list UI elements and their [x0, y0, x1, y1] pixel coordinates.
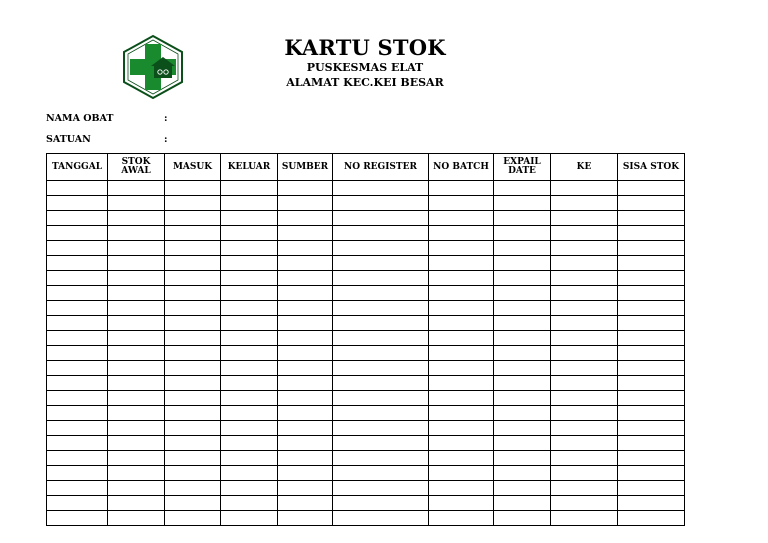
table-cell [618, 481, 685, 496]
table-cell [278, 376, 333, 391]
table-cell [429, 406, 494, 421]
table-cell [494, 346, 551, 361]
table-cell [221, 286, 278, 301]
table-cell [278, 211, 333, 226]
table-cell [165, 361, 221, 376]
table-cell [551, 376, 618, 391]
table-cell [551, 181, 618, 196]
table-cell [333, 511, 429, 526]
table-cell [429, 436, 494, 451]
table-cell [278, 436, 333, 451]
table-cell [278, 406, 333, 421]
table-cell [618, 511, 685, 526]
table-row [47, 331, 685, 346]
table-cell [429, 286, 494, 301]
table-row [47, 211, 685, 226]
table-cell [429, 196, 494, 211]
table-cell [333, 496, 429, 511]
table-cell [494, 361, 551, 376]
table-cell [47, 271, 108, 286]
table-cell [618, 496, 685, 511]
table-cell [494, 181, 551, 196]
table-cell [551, 241, 618, 256]
table-cell [618, 466, 685, 481]
field-satuan [46, 134, 168, 145]
table-cell [333, 391, 429, 406]
table-cell [47, 346, 108, 361]
table-cell [494, 436, 551, 451]
table-cell [221, 331, 278, 346]
field-nama-obat [46, 113, 168, 124]
table-cell [333, 316, 429, 331]
table-cell [618, 331, 685, 346]
table-cell [551, 196, 618, 211]
table-cell [429, 256, 494, 271]
table-cell [551, 451, 618, 466]
table-cell [333, 406, 429, 421]
table-row [47, 391, 685, 406]
table-row [47, 481, 685, 496]
table-row [47, 196, 685, 211]
table-cell [108, 211, 165, 226]
table-cell [278, 451, 333, 466]
field-colon: : [164, 134, 168, 145]
table-cell [333, 346, 429, 361]
table-cell [165, 226, 221, 241]
column-header: TANGGAL [47, 154, 108, 181]
table-cell [221, 211, 278, 226]
table-cell [221, 316, 278, 331]
table-cell [333, 256, 429, 271]
table-cell [429, 511, 494, 526]
table-cell [108, 421, 165, 436]
table-cell [429, 496, 494, 511]
table-cell [429, 421, 494, 436]
table-cell [618, 211, 685, 226]
table-cell [165, 481, 221, 496]
table-cell [429, 331, 494, 346]
table-cell [551, 226, 618, 241]
table-cell [551, 406, 618, 421]
column-header: STOK AWAL [108, 154, 165, 181]
table-cell [47, 256, 108, 271]
table-cell [429, 211, 494, 226]
table-cell [551, 256, 618, 271]
table-cell [333, 271, 429, 286]
table-row [47, 346, 685, 361]
table-row [47, 466, 685, 481]
column-header: NO REGISTER [333, 154, 429, 181]
table-row [47, 496, 685, 511]
stock-card-table [46, 153, 685, 526]
table-cell [618, 421, 685, 436]
table-cell [47, 361, 108, 376]
table-cell [221, 226, 278, 241]
table-cell [108, 466, 165, 481]
table-cell [333, 466, 429, 481]
table-row [47, 511, 685, 526]
table-cell [165, 181, 221, 196]
table-cell [618, 286, 685, 301]
table-cell [494, 421, 551, 436]
table-cell [278, 286, 333, 301]
table-cell [618, 391, 685, 406]
table-cell [333, 376, 429, 391]
table-cell [47, 466, 108, 481]
table-cell [278, 331, 333, 346]
table-cell [278, 301, 333, 316]
table-header-row [47, 154, 685, 181]
table-cell [221, 346, 278, 361]
table-cell [551, 511, 618, 526]
table-cell [333, 451, 429, 466]
table-cell [333, 301, 429, 316]
table-cell [108, 301, 165, 316]
table-cell [429, 241, 494, 256]
table-cell [278, 256, 333, 271]
table-row [47, 376, 685, 391]
table-cell [108, 271, 165, 286]
column-header: SISA STOK [618, 154, 685, 181]
table-cell [47, 496, 108, 511]
table-cell [618, 376, 685, 391]
table-cell [551, 286, 618, 301]
table-cell [494, 211, 551, 226]
table-body [47, 181, 685, 526]
table-cell [494, 256, 551, 271]
table-cell [47, 226, 108, 241]
table-cell [278, 391, 333, 406]
table-row [47, 286, 685, 301]
table-cell [221, 256, 278, 271]
table-cell [221, 406, 278, 421]
table-cell [551, 271, 618, 286]
table-cell [108, 361, 165, 376]
document-header [250, 36, 480, 90]
table-cell [494, 511, 551, 526]
table-cell [47, 406, 108, 421]
table-cell [429, 361, 494, 376]
table-cell [165, 271, 221, 286]
table-cell [278, 316, 333, 331]
table-cell [165, 241, 221, 256]
table-cell [618, 241, 685, 256]
table-cell [494, 331, 551, 346]
table-cell [551, 331, 618, 346]
table-row [47, 421, 685, 436]
table-cell [278, 226, 333, 241]
table-cell [551, 481, 618, 496]
table-cell [429, 226, 494, 241]
table-cell [47, 316, 108, 331]
table-cell [47, 391, 108, 406]
table-cell [47, 436, 108, 451]
table-cell [494, 226, 551, 241]
table-cell [429, 376, 494, 391]
table-cell [551, 346, 618, 361]
table-cell [494, 496, 551, 511]
table-cell [618, 361, 685, 376]
table-cell [108, 226, 165, 241]
table-cell [494, 286, 551, 301]
table-cell [494, 376, 551, 391]
table-row [47, 241, 685, 256]
column-header: KE [551, 154, 618, 181]
table-cell [551, 436, 618, 451]
table-row [47, 316, 685, 331]
table-cell [47, 181, 108, 196]
table-cell [429, 301, 494, 316]
table-cell [494, 406, 551, 421]
table-cell [429, 316, 494, 331]
table-cell [333, 196, 429, 211]
table-cell [165, 496, 221, 511]
table-row [47, 451, 685, 466]
table-cell [494, 196, 551, 211]
table-cell [429, 451, 494, 466]
table-cell [221, 196, 278, 211]
table-cell [165, 376, 221, 391]
table-cell [429, 181, 494, 196]
table-cell [221, 361, 278, 376]
table-cell [494, 466, 551, 481]
table-cell [429, 466, 494, 481]
table-cell [333, 421, 429, 436]
table-cell [221, 301, 278, 316]
table-cell [333, 286, 429, 301]
table-row [47, 406, 685, 421]
table-cell [108, 496, 165, 511]
table-cell [165, 316, 221, 331]
table-cell [47, 376, 108, 391]
column-header: MASUK [165, 154, 221, 181]
table-cell [108, 406, 165, 421]
table-cell [47, 211, 108, 226]
table-cell [165, 286, 221, 301]
table-cell [278, 241, 333, 256]
table-cell [333, 226, 429, 241]
table-cell [278, 466, 333, 481]
table-row [47, 181, 685, 196]
table-cell [108, 346, 165, 361]
table-cell [165, 436, 221, 451]
table-cell [278, 481, 333, 496]
table-cell [551, 361, 618, 376]
table-cell [333, 436, 429, 451]
table-cell [551, 421, 618, 436]
table-cell [47, 481, 108, 496]
table-cell [551, 301, 618, 316]
table-cell [165, 256, 221, 271]
table-cell [108, 241, 165, 256]
table-cell [108, 391, 165, 406]
table-row [47, 256, 685, 271]
table-cell [494, 391, 551, 406]
table-cell [551, 466, 618, 481]
table-cell [108, 376, 165, 391]
table-cell [165, 346, 221, 361]
table-row [47, 301, 685, 316]
table-cell [165, 421, 221, 436]
table-cell [333, 481, 429, 496]
table-cell [278, 346, 333, 361]
table-cell [221, 181, 278, 196]
table-cell [165, 211, 221, 226]
table-cell [494, 271, 551, 286]
table-cell [278, 271, 333, 286]
table-cell [494, 481, 551, 496]
table-cell [494, 451, 551, 466]
table-cell [221, 496, 278, 511]
table-row [47, 361, 685, 376]
table-cell [333, 331, 429, 346]
table-cell [221, 481, 278, 496]
table-cell [221, 451, 278, 466]
field-label: SATUAN [46, 134, 91, 145]
table-cell [47, 301, 108, 316]
table-cell [108, 436, 165, 451]
column-header: NO BATCH [429, 154, 494, 181]
table-cell [551, 211, 618, 226]
table-cell [165, 406, 221, 421]
table-cell [47, 286, 108, 301]
table-cell [278, 181, 333, 196]
table-cell [333, 361, 429, 376]
table-cell [221, 391, 278, 406]
table-cell [165, 451, 221, 466]
table-cell [221, 376, 278, 391]
table-cell [618, 301, 685, 316]
document-address: ALAMAT KEC.KEI BESAR [286, 76, 444, 89]
table-cell [221, 466, 278, 481]
table-cell [618, 346, 685, 361]
table-cell [494, 301, 551, 316]
table-cell [618, 271, 685, 286]
table-cell [278, 511, 333, 526]
column-header: SUMBER [278, 154, 333, 181]
table-cell [165, 301, 221, 316]
table-cell [551, 316, 618, 331]
table-cell [108, 451, 165, 466]
table-cell [494, 241, 551, 256]
table-cell [618, 196, 685, 211]
table-cell [221, 241, 278, 256]
table-cell [429, 271, 494, 286]
table-row [47, 226, 685, 241]
table-cell [551, 391, 618, 406]
table-cell [47, 196, 108, 211]
table-cell [221, 421, 278, 436]
table-cell [618, 451, 685, 466]
table-cell [618, 226, 685, 241]
table-row [47, 271, 685, 286]
table-cell [47, 241, 108, 256]
table-cell [108, 196, 165, 211]
table-cell [108, 481, 165, 496]
field-colon: : [164, 113, 168, 124]
table-row [47, 436, 685, 451]
table-cell [429, 391, 494, 406]
field-label: NAMA OBAT [46, 113, 114, 124]
table-cell [618, 181, 685, 196]
table-cell [333, 241, 429, 256]
table-cell [108, 286, 165, 301]
table-cell [47, 511, 108, 526]
table-cell [108, 511, 165, 526]
document-subtitle: PUSKESMAS ELAT [306, 61, 424, 74]
table-cell [165, 466, 221, 481]
table-cell [47, 451, 108, 466]
column-header: KELUAR [221, 154, 278, 181]
table-cell [221, 511, 278, 526]
table-cell [108, 316, 165, 331]
document-title: KARTU STOK [284, 35, 446, 60]
table-cell [278, 196, 333, 211]
table-cell [108, 331, 165, 346]
table-cell [429, 481, 494, 496]
table-cell [108, 256, 165, 271]
table-cell [278, 421, 333, 436]
table-cell [278, 496, 333, 511]
table-cell [494, 316, 551, 331]
table-cell [165, 331, 221, 346]
table-cell [333, 181, 429, 196]
table-cell [618, 406, 685, 421]
table-cell [551, 496, 618, 511]
puskesmas-logo-icon [121, 34, 185, 100]
table-cell [618, 436, 685, 451]
table-cell [165, 511, 221, 526]
table-cell [47, 331, 108, 346]
table-cell [108, 181, 165, 196]
table-cell [333, 211, 429, 226]
table-cell [429, 346, 494, 361]
table-cell [618, 316, 685, 331]
column-header: EXPAIL DATE [494, 154, 551, 181]
table-cell [221, 271, 278, 286]
table-cell [278, 361, 333, 376]
table-cell [165, 196, 221, 211]
table-cell [618, 256, 685, 271]
table-cell [165, 391, 221, 406]
table-cell [47, 421, 108, 436]
table-cell [221, 436, 278, 451]
